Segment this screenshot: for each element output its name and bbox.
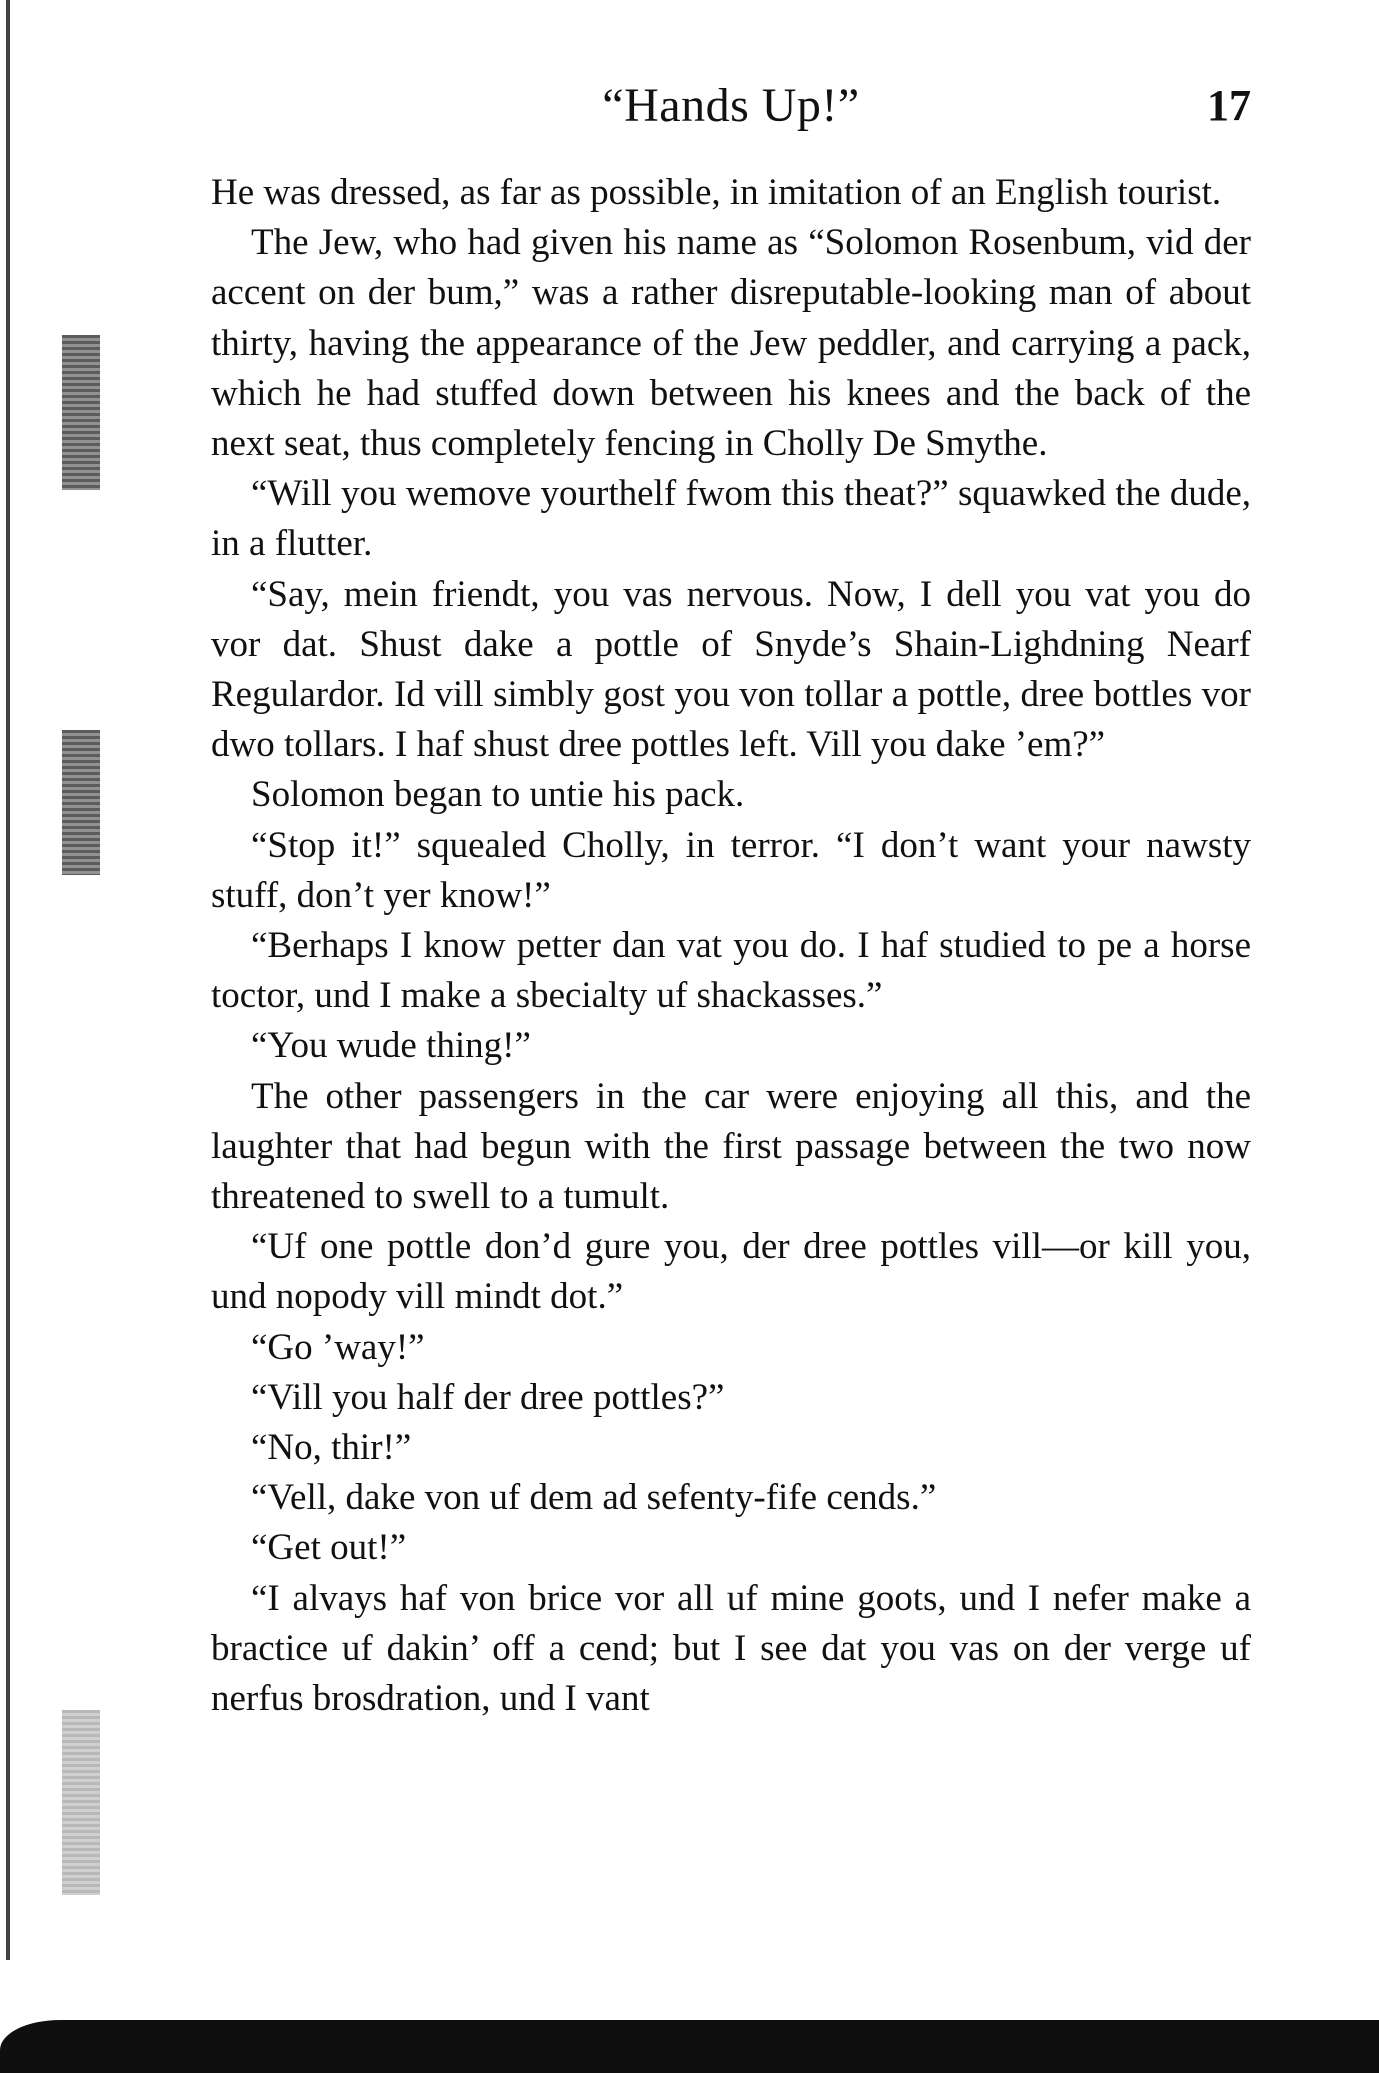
binding-edge (6, 0, 14, 1960)
paragraph: “You wude thing!” (251, 1025, 531, 1067)
binding-mark (62, 1710, 100, 1895)
paragraph: “Stop it!” squealed Cholly, in terror. “I don’t want your nawsty stuff, don’t yer know!” (211, 824, 1251, 916)
scan-edge-shadow (0, 2020, 1379, 2073)
paragraph: “Get out!” (251, 1527, 407, 1569)
binding-mark (62, 335, 100, 490)
paragraph: “Berhaps I know petter dan vat you do. I haf studied to pe a horse toctor, und I make a sbecialty uf shackasses.” (211, 925, 1251, 1017)
paragraph: “Vill you half der dree pottles?” (251, 1376, 725, 1418)
paragraph: “Go ’way!” (251, 1326, 425, 1368)
paragraph: “I alvays haf von brice vor all uf mine goots, und I nefer make a bractice uf dakin’ off a cend; but I see dat you vas on der verge uf nerfus brosdration, und I vant (211, 1577, 1251, 1720)
paragraph: The Jew, who had given his name as “Solomon Rosenbum, vid der accent on der bum,” was a rather disreputable-looking man of about thirty, having the appearance of the Jew peddler, and carrying a pack, which he had stuffed down between his knees and the back of the next seat, thus completely fencing in Cholly De Smythe. (211, 222, 1251, 465)
paragraph: “Uf one pottle don’d gure you, der dree pottles vill—or kill you, und nopody vill mindt dot.” (211, 1226, 1251, 1318)
paragraph: “Vell, dake von uf dem ad sefenty-fife cends.” (251, 1477, 937, 1519)
running-head (211, 78, 1251, 138)
paragraph: “Say, mein friendt, you vas nervous. Now, I dell you vat you do vor dat. Shust dake a pottle of Snyde’s Shain-Lighdning Nearf Regulardor. Id vill simbly gost you von tollar a pottle, dree bottles vor dwo tollars. I haf shust dree pottles left. Vill you dake ’em?” (211, 573, 1251, 766)
paragraph: He was dressed, as far as possible, in imitation of an English tourist. (211, 172, 1222, 213)
paragraph: “Will you wemove yourthelf fwom this theat?” squawked the dude, in a flutter. (211, 473, 1251, 565)
chapter-title: “Hands Up!” (602, 79, 860, 132)
binding-mark (62, 730, 100, 875)
paragraph: “No, thir!” (251, 1427, 412, 1469)
body-text (211, 168, 1251, 1724)
paragraph: The other passengers in the car were enjoying all this, and the laughter that had begun with the first passage between the two now threatened to swell to a tumult. (211, 1075, 1251, 1218)
page-number: 17 (1207, 81, 1251, 130)
paragraph: Solomon began to untie his pack. (251, 774, 745, 816)
